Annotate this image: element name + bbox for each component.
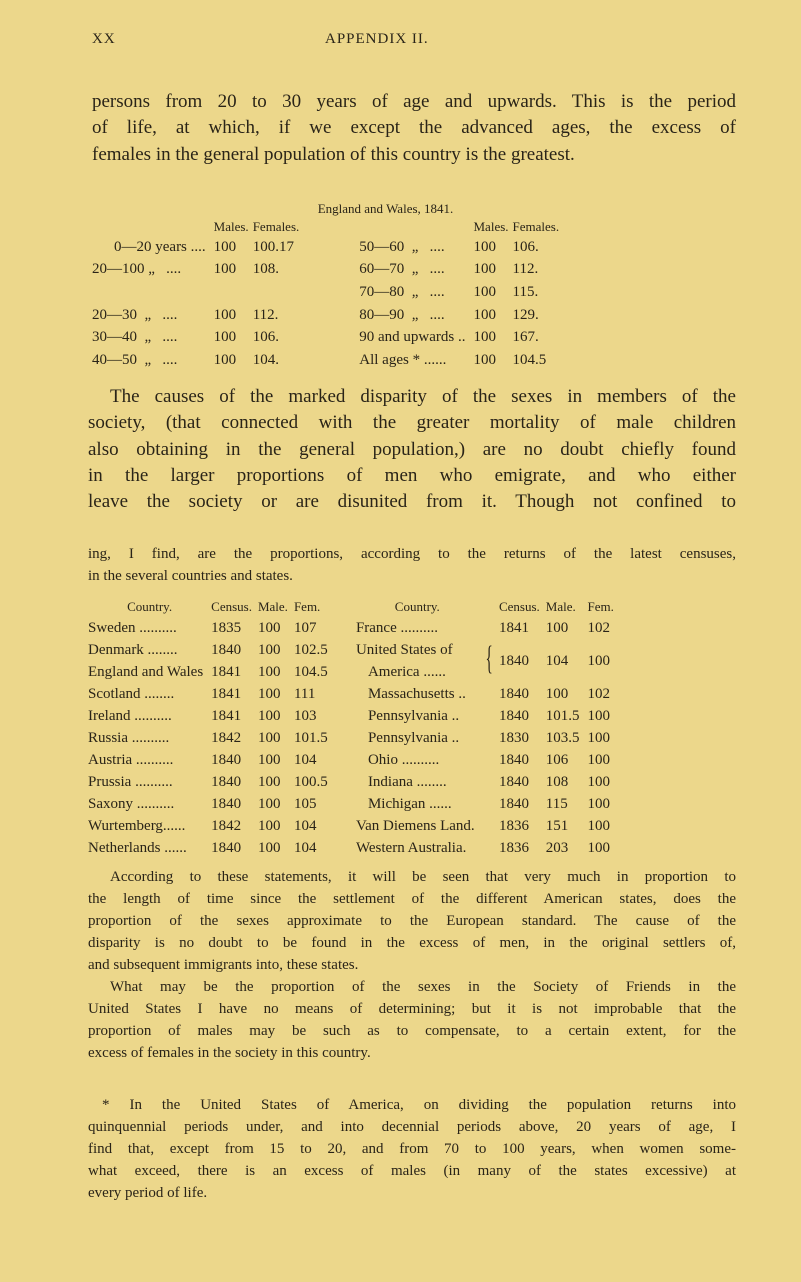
country-name: Massachusetts .. [367, 685, 466, 702]
col-header-male: Male. [545, 599, 576, 614]
male-value: 203 [545, 839, 569, 856]
col-header-male: Male. [257, 599, 288, 614]
country-name: Ireland .......... [88, 707, 172, 724]
females-value: 106. [512, 238, 539, 255]
spacer-cell [334, 705, 356, 727]
census-year: 1841 [211, 707, 242, 724]
table-row [88, 727, 614, 749]
census-year: 1840 [498, 773, 529, 790]
country-name: Denmark ........ [88, 641, 178, 658]
text-line: society, (that connected with the greater mortality of male children [88, 412, 736, 434]
page-number: XX [92, 31, 116, 47]
males-value: 100 [213, 261, 237, 278]
country-name: Austria .......... [88, 751, 174, 768]
text-line: The causes of the marked disparity of the sexes in members of the [110, 386, 736, 407]
spacer-cell [334, 749, 356, 771]
female-value: 102 [587, 685, 611, 702]
table-england-wales [92, 218, 559, 372]
females-value: 108. [252, 261, 279, 278]
census-year: 1836 [498, 817, 529, 834]
census-year: 1840 [211, 641, 242, 658]
table-row [88, 793, 614, 815]
census-year: 1836 [498, 839, 529, 856]
census-year: 1841 [211, 663, 242, 680]
females-value: 115. [512, 283, 539, 300]
text-line: in the several countries and states. [88, 568, 293, 584]
country-name: England and Wales [88, 663, 204, 680]
country-name: Van Diemens Land. [355, 817, 475, 834]
country-name: Michigan ...... [367, 795, 452, 812]
female-value: 100 [587, 839, 611, 856]
spacer-cell [479, 727, 499, 749]
female-value: 111 [293, 685, 316, 702]
col-header-country: Country. [394, 599, 440, 614]
spacer-cell [479, 705, 499, 727]
table-row [88, 749, 614, 771]
col-header-males: Males. [213, 219, 249, 234]
text-line: disparity is no doubt to be found in the excess of men, in the original settlers of, [88, 935, 736, 951]
female-value: 100 [587, 652, 611, 669]
male-value: 100 [257, 663, 281, 680]
spacer-cell [479, 771, 499, 793]
males-value: 100 [473, 351, 496, 368]
spacer-cell [479, 793, 499, 815]
country-name: Prussia .......... [88, 773, 173, 790]
table-row [88, 837, 614, 859]
table-row [92, 236, 559, 259]
text-line: excess of females in the society in this country. [88, 1045, 371, 1061]
country-name: Wurtemberg...... [88, 817, 186, 834]
col-header-fem: Fem. [587, 599, 614, 614]
female-value: 104 [293, 839, 317, 856]
col-header-males: Males. [473, 219, 509, 234]
female-value: 100 [587, 729, 611, 746]
table-row [88, 639, 614, 661]
empty-cell [214, 281, 253, 304]
text-line: United States I have no means of determining; but it is not improbable that the [88, 1001, 736, 1017]
male-value: 100 [257, 751, 281, 768]
males-value: 100 [473, 329, 496, 346]
females-value: 104. [252, 351, 279, 368]
males-value: 100 [473, 238, 496, 255]
country-name: Netherlands ...... [88, 839, 187, 856]
females-value: 112. [252, 306, 279, 323]
age-range: 50—60 „ .... [359, 238, 445, 255]
females-value: 106. [252, 329, 279, 346]
age-range: 30—40 „ .... [92, 329, 178, 346]
males-value: 100 [473, 261, 496, 278]
table-countries [88, 597, 614, 859]
empty-cell [253, 281, 300, 304]
footnote [88, 1094, 736, 1204]
male-value: 101.5 [545, 707, 580, 724]
age-range: 70—80 „ .... [359, 283, 445, 300]
census-year: 1842 [211, 817, 242, 834]
males-value: 100 [213, 238, 237, 255]
spacer-cell [479, 837, 499, 859]
age-range: 40—50 „ .... [92, 351, 178, 368]
males-value: 100 [473, 283, 496, 300]
census-year: 1840 [498, 707, 529, 724]
male-value: 100 [545, 619, 569, 636]
table-row [88, 705, 614, 727]
spacer-cell [334, 727, 356, 749]
male-value: 100 [257, 641, 281, 658]
age-range: 20—100 „ .... [92, 261, 182, 278]
col-header-fem: Fem. [293, 599, 321, 614]
col-header-census: Census. [498, 599, 540, 614]
brace-icon: { [485, 639, 493, 677]
age-range: 20—30 „ .... [92, 306, 178, 323]
country-name: Saxony .......... [88, 795, 175, 812]
spacer-cell [479, 815, 499, 837]
country-name: Western Australia. [355, 839, 467, 856]
country-name: Russia .......... [88, 729, 170, 746]
spacer-cell [334, 771, 356, 793]
text-line: females in the general population of this country is the greatest. [92, 143, 575, 165]
male-value: 115 [545, 795, 568, 812]
census-year: 1840 [211, 773, 242, 790]
col-header-country: Country. [127, 599, 173, 614]
females-value: 100.17 [252, 238, 294, 255]
male-value: 100 [257, 685, 281, 702]
male-value: 151 [545, 817, 569, 834]
male-value: 100 [257, 707, 281, 724]
male-value: 100 [257, 729, 281, 746]
spacer-cell [299, 326, 359, 349]
census-year: 1842 [211, 729, 242, 746]
spacer-cell [479, 597, 499, 617]
header-row [92, 218, 559, 236]
text-line: quinquennial periods under, and into decennial periods above, 20 years of age, I [88, 1119, 736, 1135]
census-year: 1840 [211, 839, 242, 856]
text-line: find that, except from 15 to 20, and from 70 to 100 years, when women some- [88, 1141, 736, 1157]
table-row [92, 259, 559, 282]
census-year: 1840 [498, 795, 529, 812]
spacer-cell [334, 639, 356, 661]
spacer-cell [334, 793, 356, 815]
text-line: of life, at which, if we except the advanced ages, the excess of [92, 117, 736, 139]
table-row [88, 683, 614, 705]
spacer-cell [299, 259, 359, 282]
male-value: 108 [545, 773, 569, 790]
females-value: 167. [512, 329, 539, 346]
text-line: proportion of males may be such as to compensate, to a certain extent, for the [88, 1023, 736, 1039]
spacer-cell [299, 349, 359, 372]
female-value: 104 [293, 751, 317, 768]
paragraph-1 [92, 89, 736, 168]
female-value: 101.5 [293, 729, 328, 746]
country-name: Pennsylvania .. [367, 707, 460, 724]
spacer-cell [359, 218, 473, 236]
males-value: 100 [213, 351, 237, 368]
census-year: 1830 [498, 729, 529, 746]
text-line: what exceed, there is an excess of males (in many of the states excessive) at [88, 1163, 736, 1179]
spacer-cell [334, 837, 356, 859]
text-line: persons from 20 to 30 years of age and upwards. This is the period [92, 91, 736, 112]
table-row [92, 281, 559, 304]
text-line: every period of life. [88, 1185, 208, 1201]
female-value: 100 [587, 817, 611, 834]
female-value: 100.5 [293, 773, 328, 790]
spacer-cell [334, 683, 356, 705]
table-row [88, 771, 614, 793]
empty-cell [92, 281, 214, 304]
female-value: 107 [293, 619, 317, 636]
age-range: 80—90 „ .... [359, 306, 445, 323]
country-name: United States of [355, 641, 453, 658]
spacer-cell [299, 236, 359, 259]
text-line: leave the society or are disunited from it. Though not confined to [88, 491, 736, 513]
caption-text: England and Wales, 1841. [317, 201, 454, 216]
census-year: 1840 [211, 751, 242, 768]
age-range: 60—70 „ .... [359, 261, 445, 278]
female-value: 100 [587, 707, 611, 724]
male-value: 103.5 [545, 729, 580, 746]
male-value: 100 [257, 839, 281, 856]
female-value: 103 [293, 707, 317, 724]
age-range: 90 and upwards .. [359, 329, 466, 346]
paragraph-3 [88, 543, 736, 587]
country-name: Scotland ........ [88, 685, 175, 702]
age-range: All ages * ...... [359, 351, 447, 368]
table-row [88, 617, 614, 639]
header-row [88, 597, 614, 617]
male-value: 100 [257, 773, 281, 790]
col-header-females: Females. [252, 219, 300, 234]
females-value: 104.5 [512, 351, 547, 368]
brace-cell [479, 639, 499, 683]
table-caption [0, 201, 801, 217]
table-row [92, 326, 559, 349]
female-value: 100 [587, 751, 611, 768]
census-year: 1841 [211, 685, 242, 702]
female-value: 104 [293, 817, 317, 834]
paragraph-2 [88, 384, 736, 515]
spacer-cell [479, 617, 499, 639]
census-year: 1840 [498, 652, 529, 669]
female-value: 102.5 [293, 641, 328, 658]
country-name: Indiana ........ [367, 773, 447, 790]
spacer-cell [92, 218, 214, 236]
text-line: According to these statements, it will be seen that very much in proportion to [110, 869, 736, 885]
country-name: Ohio .......... [367, 751, 440, 768]
females-value: 129. [512, 306, 539, 323]
census-year: 1840 [211, 795, 242, 812]
female-value: 104.5 [293, 663, 328, 680]
spacer-cell [334, 661, 356, 683]
table-row [92, 304, 559, 327]
males-value: 100 [213, 329, 237, 346]
country-name: Pennsylvania .. [367, 729, 460, 746]
spacer-cell [299, 218, 359, 236]
paragraph-4 [88, 866, 736, 1064]
text-line: ing, I find, are the proportions, according to the returns of the latest censuses, [88, 546, 736, 562]
female-value: 100 [587, 773, 611, 790]
spacer-cell [479, 749, 499, 771]
country-name: Sweden .......... [88, 619, 177, 636]
running-title: APPENDIX II. [325, 31, 429, 47]
spacer-cell [334, 815, 356, 837]
spacer-cell [479, 683, 499, 705]
country-name: France .......... [355, 619, 438, 636]
text-line: proportion of the sexes approximate to the European standard. The cause of the [88, 913, 736, 929]
text-line: in the larger proportions of men who emigrate, and who either [88, 464, 736, 486]
females-value: 112. [512, 261, 539, 278]
age-range: 0—20 years .... [114, 238, 206, 255]
census-year: 1841 [498, 619, 529, 636]
male-value: 106 [545, 751, 569, 768]
female-value: 105 [293, 795, 317, 812]
male-value: 100 [257, 817, 281, 834]
text-line: also obtaining in the general population,) are no doubt chiefly found [88, 438, 736, 460]
female-value: 100 [587, 795, 611, 812]
male-value: 104 [545, 652, 569, 669]
census-year: 1835 [211, 619, 242, 636]
male-value: 100 [257, 619, 281, 636]
spacer-cell [299, 281, 359, 304]
col-header-census: Census. [211, 599, 252, 614]
males-value: 100 [473, 306, 496, 323]
males-value: 100 [213, 306, 237, 323]
text-line: * In the United States of America, on dividing the population returns into [102, 1097, 736, 1113]
text-line: and subsequent immigrants into, these states. [88, 957, 359, 973]
table-row [92, 349, 559, 372]
country-name: America ...... [367, 663, 446, 680]
col-header-females: Females. [512, 219, 560, 234]
male-value: 100 [257, 795, 281, 812]
spacer-cell [299, 304, 359, 327]
female-value: 102 [587, 619, 611, 636]
text-line: What may be the proportion of the sexes in the Society of Friends in the [110, 979, 736, 995]
male-value: 100 [545, 685, 569, 702]
spacer-cell [334, 597, 356, 617]
spacer-cell [334, 617, 356, 639]
text-line: the length of time since the settlement of the different American states, does the [88, 891, 736, 907]
census-year: 1840 [498, 685, 529, 702]
census-year: 1840 [498, 751, 529, 768]
table-row [88, 815, 614, 837]
